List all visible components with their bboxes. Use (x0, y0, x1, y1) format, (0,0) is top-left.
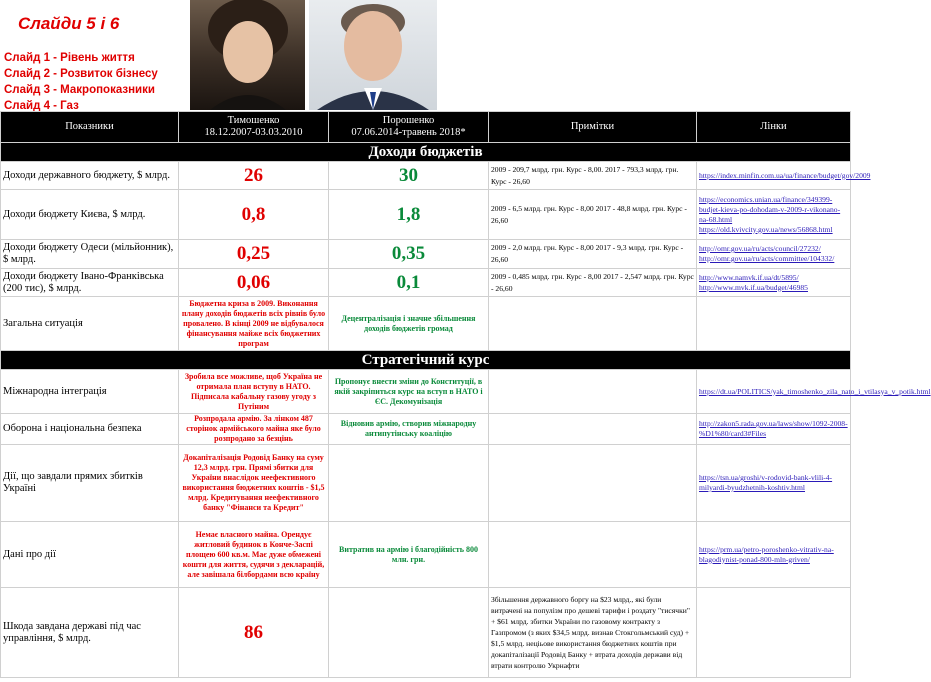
tymoshenko-value: 0,8 (179, 190, 329, 240)
table-row (1, 370, 851, 414)
source-link[interactable]: http://www.namvk.if.ua/dt/5895/ (699, 272, 799, 282)
tymoshenko-text: Докапіталізація Родовід Банку на суму 12,3 млрд. грн. Прямі збитки для України внаслідок неефективного використання бюджетних коштів - $1,5 млрд. Кредитування неефективного банку "Фінанси та Кредит" (179, 445, 329, 522)
col-indicators: Показники (1, 112, 179, 143)
row-note (489, 445, 697, 522)
table-row (1, 588, 851, 678)
tymoshenko-text: Зробила все можливе, щоб Україна не отримала план вступу в НАТО. Підписала кабальну газову угоду з Путіним (179, 370, 329, 414)
poroshenko-name: Порошенко (382, 115, 435, 126)
table-row (1, 414, 851, 445)
tymoshenko-text: Розпродала армію. За лінком 487 сторінок армійського майна яке було розпродано за безцінь (179, 414, 329, 445)
col-poroshenko (329, 112, 489, 143)
source-link[interactable]: https://index.minfin.com.ua/ua/finance/budget/gov/2009 (699, 170, 871, 180)
poroshenko-text: Пропонує внести зміни до Конституції, в якій закріпиться курс на вступ в НАТО і ЄС. Декомунізація (329, 370, 489, 414)
tymoshenko-text: Бюджетна криза в 2009. Виконання плану доходів бюджетів всіх рівнів було провалено. В кінці 2009 не відбувалося фінансування майже всіх бюджетних програм (179, 297, 329, 351)
page-title: Слайди 5 і 6 (18, 14, 120, 33)
row-note: 2009 - 6,5 млрд. грн. Курс - 8,00 2017 - 48,8 млрд. грн. Курс - 26,60 (489, 190, 697, 240)
table-row (1, 240, 851, 269)
tymoshenko-name: Тимошенко (227, 115, 280, 126)
row-label: Дані про дії (1, 522, 179, 588)
row-note (489, 370, 697, 414)
row-label: Дії, що завдали прямих збитків Україні (1, 445, 179, 522)
comparison-table (0, 111, 931, 678)
row-note: 2009 - 2,0 млрд. грн. Курс - 8,00 2017 - 9,3 млрд. грн. Курс - 26,60 (489, 240, 697, 269)
source-link[interactable]: http://omr.gov.ua/ru/acts/committee/104332/ (699, 254, 835, 263)
poroshenko-value: 0,35 (329, 240, 489, 269)
table-row (1, 269, 851, 297)
table-row (1, 190, 851, 240)
table-row (1, 445, 851, 522)
row-note (489, 522, 697, 588)
tymoshenko-text: Немає власного майна. Орендує житловий будинок в Конче-Заспі площею 600 кв.м. Має дуже обмежені кошти для життя, судячи з декларацій, але завішала білбордами всю країну (179, 522, 329, 588)
table-header (1, 112, 851, 143)
slide-item-4: Слайд 4 - Газ (4, 100, 79, 112)
row-note: Збільшення державного боргу на $23 млрд., які були витрачені на популізм про дешеві тарифи і роздату "тисячки" + $61 млрд. збитки України по газовому контракту з Газпромом (з яких $34,5 млрд. визнав Стокгольмський суд) + $1,5 млрд. неціьове використання бюджетних коштів при докапіталізації Родовід Банку + втрата доходів держави від втрати контролю Укрнафти (489, 588, 697, 678)
source-link[interactable]: https://prm.ua/petro-poroshenko-vitrativ-na-blagodiynist-ponad-800-mln-griven/ (699, 544, 834, 564)
slide-item-3: Слайд 3 - Макропоказники (4, 84, 155, 96)
header-area (0, 0, 850, 110)
poroshenko-text (329, 588, 489, 678)
source-link[interactable]: https://economics.unian.ua/finance/349399-budjet-kieva-po-dohodam-v-2009-r-vikonano-na-68.html (699, 194, 841, 224)
row-label: Загальна ситуація (1, 297, 179, 351)
source-link[interactable]: http://omr.gov.ua/ru/acts/council/27232/ (699, 244, 821, 253)
tymoshenko-value: 0,06 (179, 269, 329, 297)
poroshenko-period: 07.06.2014-травень 2018* (351, 127, 466, 138)
poroshenko-value: 0,1 (329, 269, 489, 297)
poroshenko-photo (309, 0, 437, 110)
row-label: Міжнародна інтеграція (1, 370, 179, 414)
tymoshenko-value: 0,25 (179, 240, 329, 269)
row-note: 2009 - 0,485 млрд. грн. Курс - 8,00 2017 - 2,547 млрд. грн. Курс - 26,60 (489, 269, 697, 297)
table-row (1, 162, 851, 190)
source-link[interactable]: https://old.kvivcity.gov.ua/news/56868.html (699, 224, 833, 234)
row-note (489, 297, 697, 351)
row-label: Доходи бюджету Одеси (мільйонник), $ млрд. (1, 240, 179, 269)
slide-item-2: Слайд 2 - Розвиток бізнесу (4, 68, 158, 80)
row-note (489, 414, 697, 445)
tymoshenko-value: 86 (179, 588, 329, 678)
col-notes: Примітки (489, 112, 697, 143)
source-link[interactable]: http://zakon5.rada.gov.ua/laws/show/1092-2008-%D1%80/card3#Files (699, 419, 848, 438)
table-row (1, 522, 851, 588)
row-label: Доходи бюджету Івано-Франківська (200 тис), $ млрд. (1, 269, 179, 297)
tymoshenko-photo (190, 0, 305, 110)
source-link[interactable]: https://tsn.ua/groshi/v-rodovid-bank-vlili-4-milyardi-byudzhetnih-koshtiv.html (699, 473, 833, 492)
row-label: Доходи державного бюджету, $ млрд. (1, 162, 179, 190)
tymoshenko-period: 18.12.2007-03.03.2010 (204, 127, 303, 138)
poroshenko-text: Витратив на армію і благодійність 800 млн. грн. (329, 522, 489, 588)
row-label: Доходи бюджету Києва, $ млрд. (1, 190, 179, 240)
table-row (1, 297, 851, 351)
poroshenko-value: 30 (329, 162, 489, 190)
source-link[interactable]: https://dt.ua/POLITICS/yak_timoshenko_zila_nato_i_vtilasya_v_potik.html (699, 386, 931, 396)
poroshenko-text: Децентралізація і значне збільшення доходів бюджетів громад (329, 297, 489, 351)
poroshenko-text (329, 445, 489, 522)
source-link[interactable]: http://www.mvk.if.ua/budget/46985 (699, 282, 808, 292)
col-tymoshenko (179, 112, 329, 143)
section-budgets: Доходи бюджетів (1, 143, 851, 162)
tymoshenko-value: 26 (179, 162, 329, 190)
section-strategy: Стратегічний курс (1, 351, 851, 370)
col-links: Лінки (697, 112, 851, 143)
slide-item-1: Слайд 1 - Рівень життя (4, 52, 135, 64)
poroshenko-value: 1,8 (329, 190, 489, 240)
row-note: 2009 - 209,7 млрд. грн. Курс - 8,00. 2017 - 793,3 млрд. грн. Курс - 26,60 (489, 162, 697, 190)
row-label: Шкода завдана державі під час управління, $ млрд. (1, 588, 179, 678)
poroshenko-text: Відновив армію, створив міжнародну антипутінську коаліцію (329, 414, 489, 445)
row-label: Оборона і національна безпека (1, 414, 179, 445)
slide-list (4, 50, 158, 114)
